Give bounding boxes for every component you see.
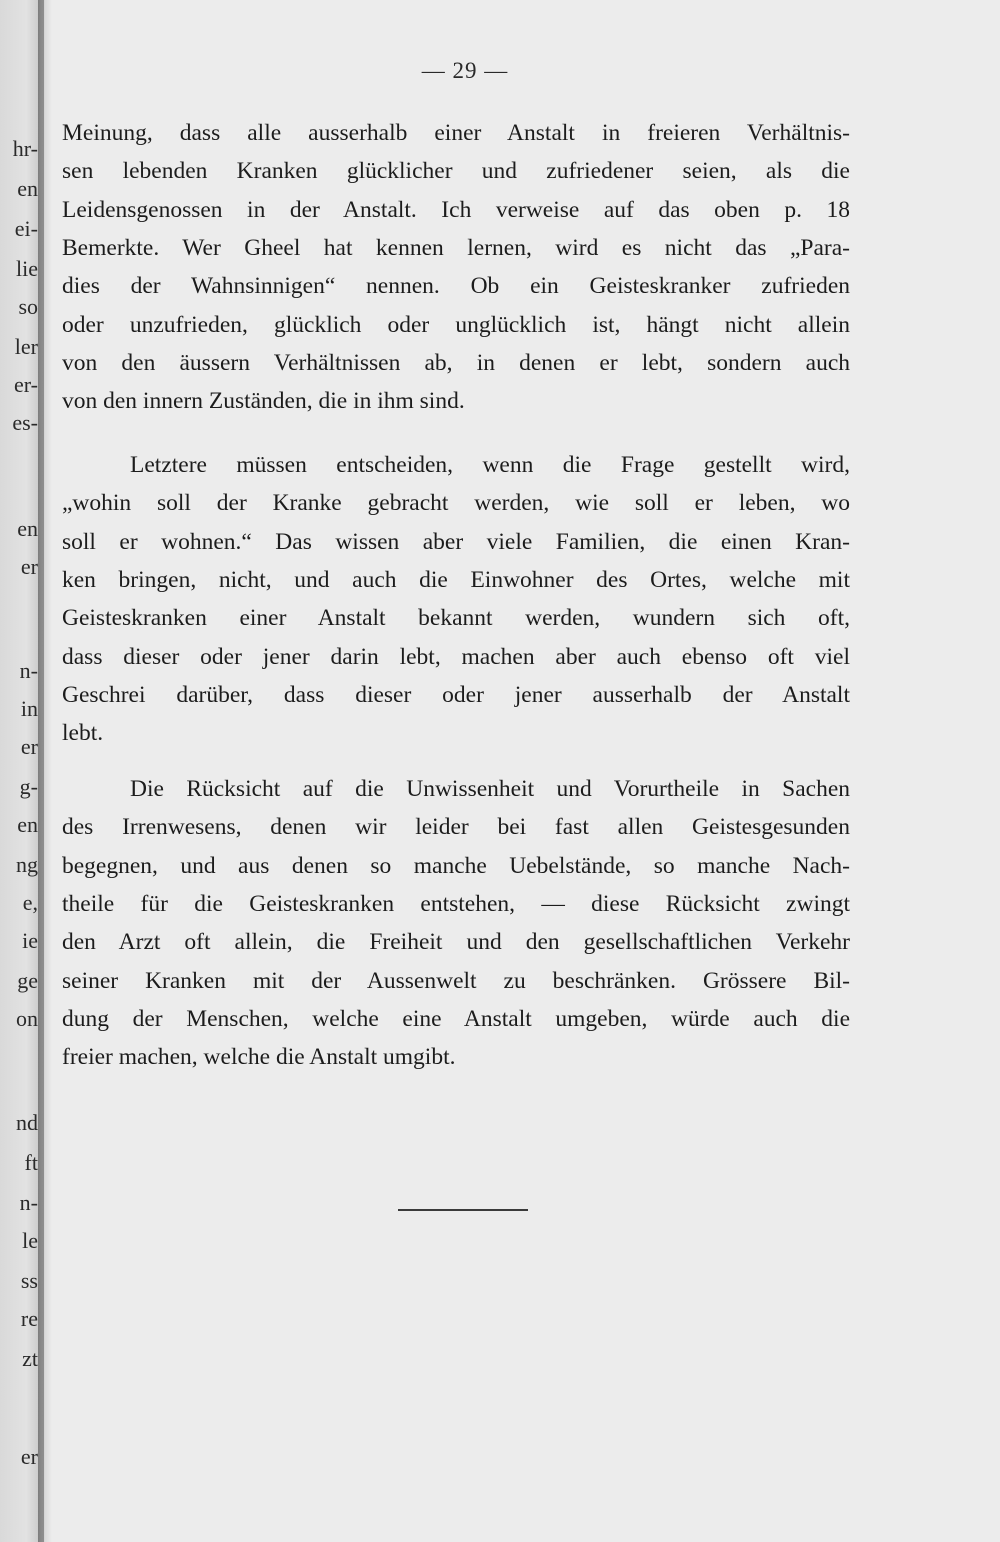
margin-fragment: en [17,176,38,201]
text-line: dung der Menschen, welche eine Anstalt umgeben, würde auch die [62,1006,850,1032]
margin-fragment: lie [16,256,38,281]
margin-fragment: n- [19,1190,38,1215]
text-line: ken bringen, nicht, und auch die Einwohner des Ortes, welche mit [62,567,850,593]
text-line: Meinung, dass alle ausserhalb einer Anstalt in freieren Verhältnis- [62,120,850,146]
text-line: Bemerkte. Wer Gheel hat kennen lernen, wird es nicht das „Para- [62,235,850,261]
margin-fragment: in [20,696,38,721]
text-line: von den äussern Verhältnissen ab, in denen er lebt, sondern auch [62,350,850,376]
text-line: von den innern Zuständen, die in ihm sind. [62,388,465,414]
margin-fragment: ei- [14,216,38,241]
text-line: dies der Wahnsinnigen“ nennen. Ob ein Geisteskranker zufrieden [62,273,850,299]
margin-fragment: er [20,734,38,759]
text-line: des Irrenwesens, denen wir leider bei fast allen Geistesgesunden [62,814,850,840]
margin-fragment: le [22,1228,38,1253]
margin-fragment: e, [22,890,38,915]
margin-fragment: en [17,812,38,837]
text-line: Die Rücksicht auf die Unwissenheit und Vorurtheile in Sachen [130,776,850,802]
text-line: soll er wohnen.“ Das wissen aber viele Familien, die einen Kran- [62,529,850,555]
margin-fragment: en [17,516,38,541]
gutter-shadow [38,0,52,1542]
margin-fragment: on [16,1006,38,1031]
text-line: dass dieser oder jener darin lebt, machen aber auch ebenso oft viel [62,644,850,670]
margin-fragment: nd [16,1110,38,1135]
margin-fragment: ng [16,852,38,877]
text-line: Geisteskranken einer Anstalt bekannt werden, wundern sich oft, [62,605,850,631]
text-line: Letztere müssen entscheiden, wenn die Frage gestellt wird, [130,452,850,478]
text-line: „wohin soll der Kranke gebracht werden, wie soll er leben, wo [62,490,850,516]
margin-fragment: so [18,294,38,319]
text-line: freier machen, welche die Anstalt umgibt. [62,1044,456,1070]
text-line: seiner Kranken mit der Aussenwelt zu beschränken. Grössere Bil- [62,968,850,994]
text-line: Leidensgenossen in der Anstalt. Ich verweise auf das oben p. 18 [62,197,850,223]
margin-fragment: ie [22,928,38,953]
text-line: Geschrei darüber, dass dieser oder jener ausserhalb der Anstalt [62,682,850,708]
margin-fragment: re [20,1306,38,1331]
margin-fragment: ge [17,968,38,993]
page-number: — 29 — [421,58,509,83]
margin-fragment: hr- [12,136,38,161]
text-line: oder unzufrieden, glücklich oder unglücklich ist, hängt nicht allein [62,312,850,338]
text-line: lebt. [62,720,104,746]
margin-fragment: er- [14,372,38,397]
text-line: begegnen, und aus denen so manche Uebelstände, so manche Nach- [62,853,850,879]
margin-fragment: er [20,1444,38,1469]
margin-fragment: ler [14,334,38,359]
text-line: theile für die Geisteskranken entstehen, — diese Rücksicht zwingt [62,891,850,917]
margin-fragment: es- [12,410,38,435]
margin-fragment: ft [24,1150,38,1175]
margin-fragment: g- [19,774,38,799]
text-line: den Arzt oft allein, die Freiheit und den gesellschaftlichen Verkehr [62,929,850,955]
margin-fragment: ss [20,1268,38,1293]
margin-fragment: n- [19,658,38,683]
margin-fragment: zt [22,1346,38,1371]
text-line: sen lebenden Kranken glücklicher und zufriedener seien, als die [62,158,850,184]
end-rule [398,1209,528,1211]
margin-fragment: er [20,554,38,579]
